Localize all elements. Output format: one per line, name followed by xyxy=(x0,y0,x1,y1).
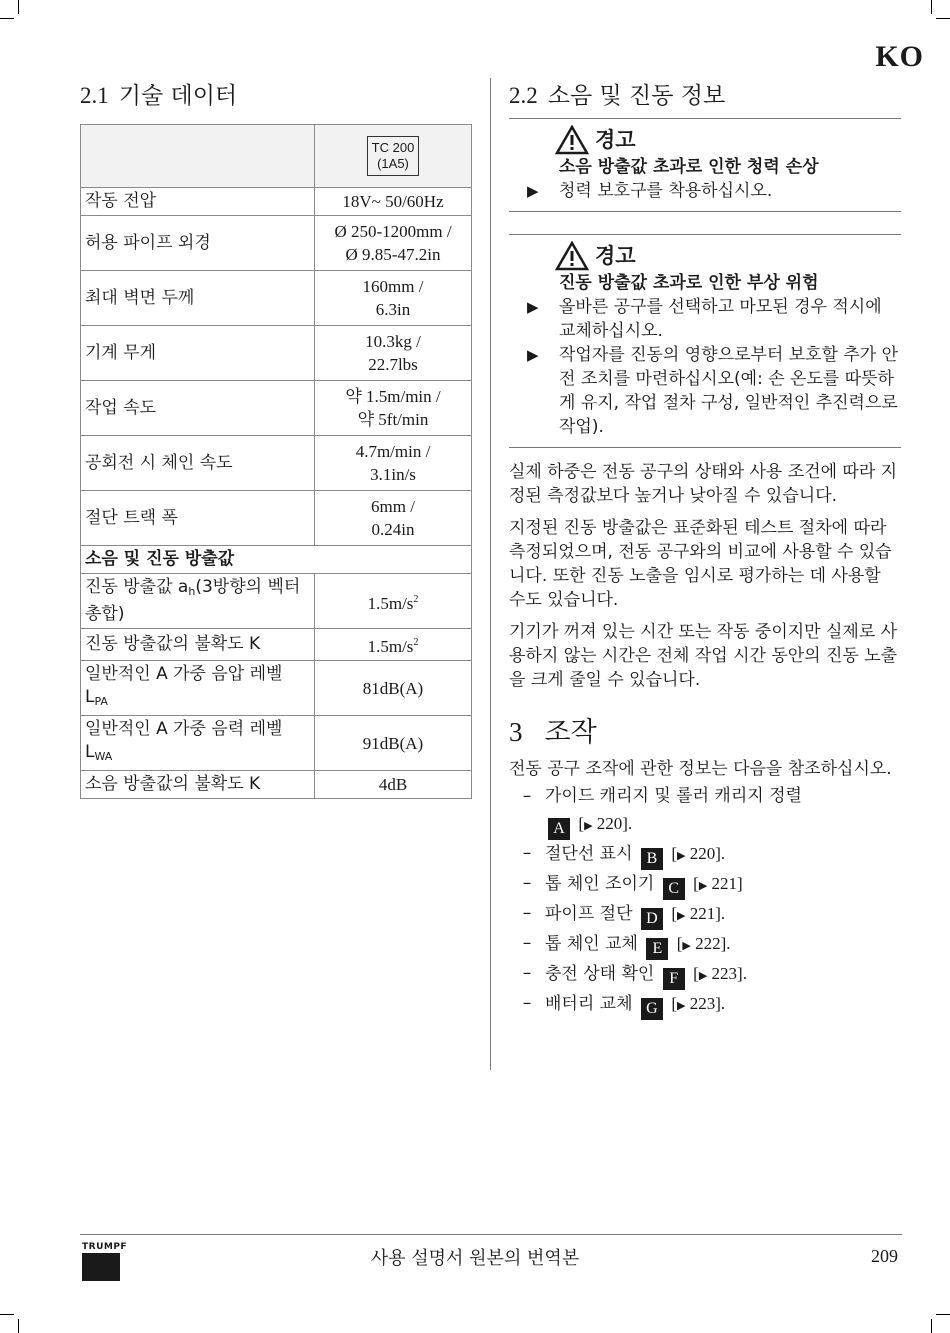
model-label-box xyxy=(367,136,420,176)
row-value: 91dB(A) xyxy=(315,716,472,771)
play-arrow-icon: ▶ xyxy=(677,1000,686,1012)
warning-title-text: 경고 xyxy=(595,128,636,152)
list-item-content xyxy=(545,870,743,900)
table-row xyxy=(81,381,472,436)
page-ref-link[interactable]: [▶ 223]. xyxy=(671,994,726,1013)
vib-label-sub: h xyxy=(188,585,196,598)
body-paragraph: 기기가 꺼져 있는 시간 또는 작동 중이지만 실제로 사용하지 않는 시간은 전체 작업 시간 동안의 진동 노출을 크게 줄일 수 있습니다. xyxy=(509,622,898,690)
column-divider xyxy=(490,78,491,1070)
dash-bullet: – xyxy=(522,903,532,923)
row-label: 허용 파이프 외경 xyxy=(81,216,315,271)
warning-box-vibration xyxy=(509,234,901,448)
section-3-heading xyxy=(509,714,901,751)
list-item-content xyxy=(545,900,725,930)
figure-tag: C xyxy=(663,878,685,900)
page-ref-text: 221]. xyxy=(689,904,726,923)
step-text: 절단선 표시 xyxy=(545,844,633,864)
vib-value: 1.5m/s xyxy=(367,593,414,613)
list-item xyxy=(509,840,901,870)
row-label: 소음 방출값의 불확도 K xyxy=(81,771,315,799)
figure-tag: D xyxy=(641,908,663,930)
section-number: 2.2 xyxy=(509,83,538,108)
page-ref-link[interactable]: [▶ 220]. xyxy=(578,814,633,833)
unit-exponent: 2 xyxy=(413,637,419,648)
body-paragraph: 전동 공구 조작에 관한 정보는 다음을 참조하십시오. xyxy=(509,759,892,779)
play-arrow-icon: ▶ xyxy=(698,970,708,982)
row-label: 작동 전압 xyxy=(81,188,315,216)
list-item-content xyxy=(545,840,725,870)
arrow-right-icon: ▶ xyxy=(527,346,539,364)
section-2-2-heading xyxy=(509,78,901,114)
warning-item xyxy=(509,295,901,343)
list-item xyxy=(509,900,901,930)
figure-tag: G xyxy=(641,998,663,1020)
footer-rule xyxy=(80,1234,902,1235)
list-item-content xyxy=(545,990,725,1020)
row-value: 18V~ 50/60Hz xyxy=(315,188,472,216)
dash-bullet: – xyxy=(522,963,532,983)
play-arrow-icon: ▶ xyxy=(677,850,686,862)
row-label: 절단 트랙 폭 xyxy=(81,491,315,546)
page-ref-link[interactable]: [▶ 221] xyxy=(693,874,743,893)
warning-title-text: 경고 xyxy=(595,244,636,268)
vib-unc-value: 1.5m/s xyxy=(367,637,414,656)
play-arrow-icon: ▶ xyxy=(677,910,686,922)
crop-mark xyxy=(931,0,932,14)
warning-title xyxy=(559,241,901,271)
page-ref-text: 223]. xyxy=(689,994,726,1013)
table-row xyxy=(81,629,472,661)
warning-item-text: 작업자를 진동의 영향으로부터 보호할 추가 안전 조치를 마련하십시오(예: 손 온도를 따뜻하게 유지, 작업 절차 구성, 일반적인 추진력으로 작업). xyxy=(559,345,899,437)
list-item-content xyxy=(545,783,802,840)
brand-name: TRUMPF xyxy=(82,1242,128,1252)
row-label: 진동 방출값의 불확도 K xyxy=(81,629,315,661)
crop-mark xyxy=(18,0,19,14)
body-paragraph: 지정된 진동 방출값은 표준화된 테스트 절차에 따라 측정되었으며, 전동 공구와의 비교에 사용할 수 있습니다. 또한 진동 노출을 임시로 평가하는 데 사용할 수도 있습니다. xyxy=(509,518,892,610)
table-row xyxy=(81,271,472,326)
list-item xyxy=(509,870,901,900)
list-item xyxy=(509,930,901,960)
section-2-1-heading xyxy=(80,78,472,114)
list-item xyxy=(509,990,901,1020)
page-number: 209 xyxy=(871,1246,898,1266)
row-label: 공회전 시 체인 속도 xyxy=(81,436,315,491)
vib-label-a: 진동 방출값 a xyxy=(85,577,189,597)
row-value: 4.7m/min / 3.1in/s xyxy=(315,436,472,491)
row-value: 4dB xyxy=(315,771,472,799)
model-code: (1A5) xyxy=(377,156,409,171)
page-ref-link[interactable]: [▶ 220]. xyxy=(671,844,726,863)
warning-item xyxy=(509,179,901,203)
page-ref-link[interactable]: [▶ 222]. xyxy=(676,934,731,953)
page-ref-link[interactable]: [▶ 221]. xyxy=(671,904,726,923)
operation-steps-list xyxy=(509,783,901,1020)
swl-label: 일반적인 A 가중 음력 레벨 L xyxy=(85,719,283,762)
warning-item-text: 청력 보호구를 착용하십시오. xyxy=(559,181,773,201)
language-code: KO xyxy=(875,40,924,73)
arrow-right-icon: ▶ xyxy=(527,298,539,316)
page-ref-text: 220]. xyxy=(689,844,726,863)
tech-data-table xyxy=(80,124,472,799)
model-cell xyxy=(315,125,472,188)
figure-tag: F xyxy=(663,968,685,990)
dash-bullet: – xyxy=(522,786,532,806)
section-title: 기술 데이터 xyxy=(118,83,238,109)
table-row xyxy=(81,771,472,799)
row-label: 기계 무게 xyxy=(81,326,315,381)
list-item xyxy=(509,960,901,990)
row-value: Ø 250-1200mm / Ø 9.85-47.2in xyxy=(315,216,472,271)
warning-subtitle: 진동 방출값 초과로 인한 부상 위험 xyxy=(559,273,819,293)
table-row xyxy=(81,188,472,216)
crop-mark xyxy=(0,1314,14,1315)
row-label xyxy=(81,716,315,771)
table-row xyxy=(81,326,472,381)
right-column xyxy=(509,78,901,1020)
warning-triangle-icon xyxy=(555,241,589,271)
empty-header-cell xyxy=(81,125,315,188)
swl-sub: WA xyxy=(94,750,113,763)
warning-item xyxy=(509,343,901,439)
table-row xyxy=(81,716,472,771)
row-value: 6mm / 0.24in xyxy=(315,491,472,546)
page-ref-text: 220]. xyxy=(596,814,633,833)
crop-mark xyxy=(931,1319,932,1333)
arrow-right-icon: ▶ xyxy=(527,182,539,200)
table-section-row xyxy=(81,546,472,574)
step-text: 톱 체인 조이기 xyxy=(545,874,655,894)
step-text: 배터리 교체 xyxy=(545,994,633,1014)
warning-box-noise xyxy=(509,118,901,212)
section-number: 3 xyxy=(509,717,523,747)
page-ref-text: 221] xyxy=(711,874,743,893)
table-row xyxy=(81,216,472,271)
list-item xyxy=(509,783,901,840)
left-column xyxy=(80,78,472,799)
crop-mark xyxy=(936,18,950,19)
dash-bullet: – xyxy=(522,843,532,863)
row-value xyxy=(315,574,472,629)
row-label: 작업 속도 xyxy=(81,381,315,436)
row-label: 최대 벽면 두께 xyxy=(81,271,315,326)
footer-title: 사용 설명서 원본의 번역본 xyxy=(370,1248,580,1269)
body-paragraph: 실제 하중은 전동 공구의 상태와 사용 조건에 따라 지정된 측정값보다 높거나 낮아질 수 있습니다. xyxy=(509,462,898,506)
dash-bullet: – xyxy=(522,993,532,1013)
row-label xyxy=(81,661,315,716)
spl-label: 일반적인 A 가중 음압 레벨 L xyxy=(85,664,283,707)
play-arrow-icon: ▶ xyxy=(682,940,691,952)
table-row xyxy=(81,436,472,491)
crop-mark xyxy=(0,18,14,19)
page-ref-text: 222]. xyxy=(695,934,731,953)
table-row xyxy=(81,574,472,629)
row-value: 약 1.5m/min / 약 5ft/min xyxy=(315,381,472,436)
section-title: 소음 및 진동 정보 xyxy=(547,83,726,109)
play-arrow-icon: ▶ xyxy=(584,820,593,832)
vib-label-b: (3방향의 벡터 총합) xyxy=(85,577,301,624)
section-header-cell: 소음 및 진동 방출값 xyxy=(81,546,472,574)
table-row xyxy=(81,491,472,546)
row-value: 160mm / 6.3in xyxy=(315,271,472,326)
spl-sub: PA xyxy=(94,695,108,708)
figure-tag: A xyxy=(548,818,570,840)
row-label xyxy=(81,574,315,629)
table-row xyxy=(81,661,472,716)
table-header-row xyxy=(81,125,472,188)
dash-bullet: – xyxy=(522,873,532,893)
warning-subtitle: 소음 방출값 초과로 인한 청력 손상 xyxy=(559,157,819,177)
page-ref-link[interactable]: [▶ 223]. xyxy=(693,964,747,983)
play-arrow-icon: ▶ xyxy=(698,880,708,892)
crop-mark xyxy=(18,1319,19,1333)
list-item-content xyxy=(545,960,747,990)
list-item-content xyxy=(545,930,731,960)
step-text: 가이드 캐리지 및 롤러 캐리지 정렬 xyxy=(545,786,802,806)
page-ref-text: 223]. xyxy=(711,964,747,983)
row-value xyxy=(315,629,472,661)
warning-triangle-icon xyxy=(555,125,589,155)
step-text: 파이프 절단 xyxy=(545,904,633,924)
figure-tag: B xyxy=(641,848,663,870)
row-value: 81dB(A) xyxy=(315,661,472,716)
warning-title xyxy=(559,125,901,155)
step-text: 충전 상태 확인 xyxy=(545,964,655,984)
step-text: 톱 체인 교체 xyxy=(545,934,638,954)
crop-mark xyxy=(936,1314,950,1315)
model-name: TC 200 xyxy=(371,140,415,155)
warning-item-text: 올바른 공구를 선택하고 마모된 경우 적시에 교체하십시오. xyxy=(559,297,882,341)
row-value: 10.3kg / 22.7lbs xyxy=(315,326,472,381)
figure-tag: E xyxy=(646,938,668,960)
section-number: 2.1 xyxy=(80,83,109,108)
unit-exponent: 2 xyxy=(413,593,419,605)
section-title: 조작 xyxy=(544,717,597,748)
dash-bullet: – xyxy=(522,933,532,953)
